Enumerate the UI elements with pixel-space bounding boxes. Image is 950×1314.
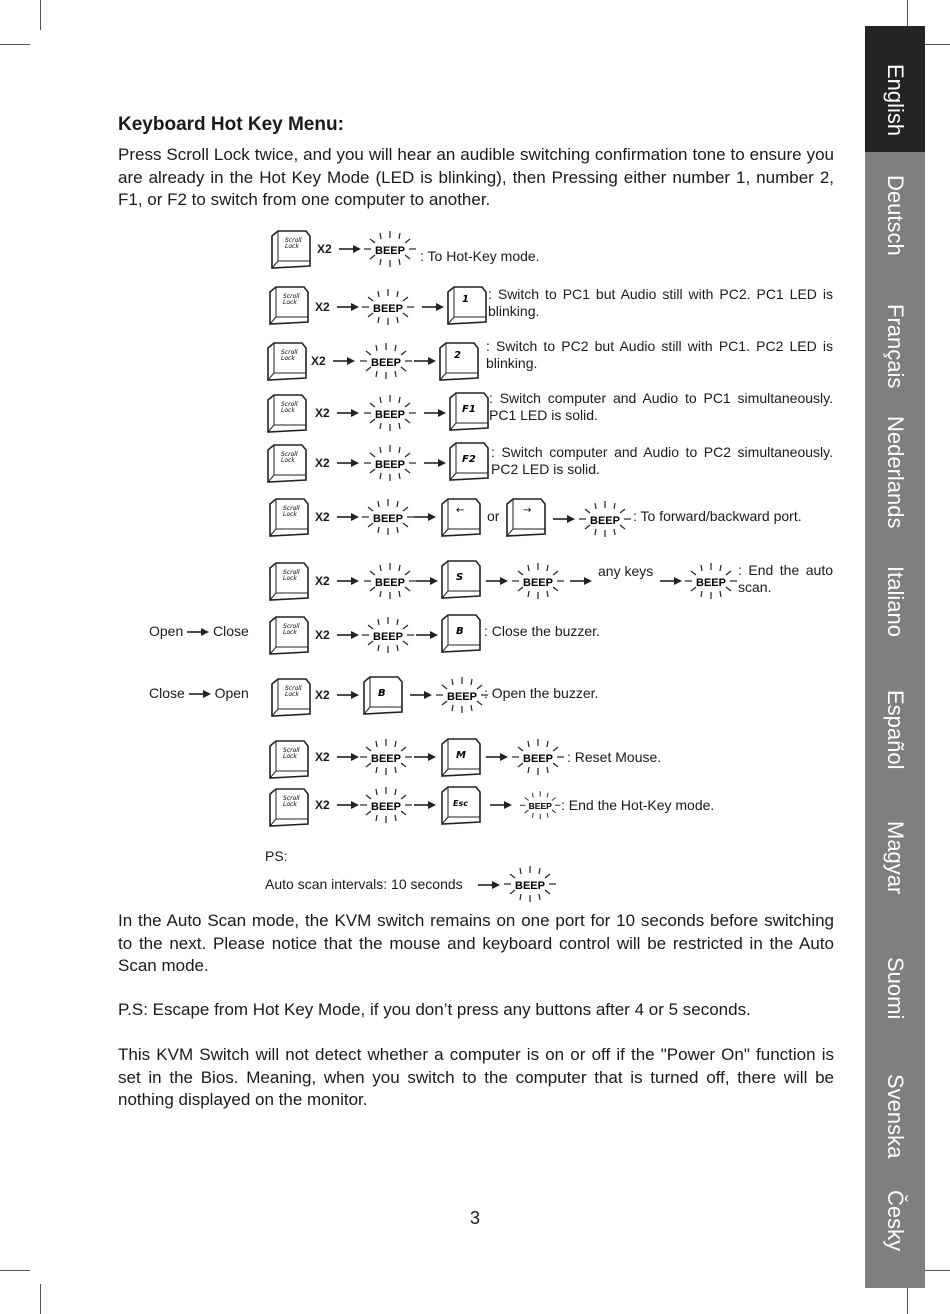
- svg-text:BEEP: BEEP: [523, 753, 553, 765]
- scroll-lock-key: [268, 286, 312, 328]
- svg-text:BEEP: BEEP: [515, 880, 545, 892]
- svg-text:Lock: Lock: [285, 691, 299, 698]
- svg-text:Scroll: Scroll: [281, 349, 298, 356]
- hotkey-row-f1: [0, 390, 860, 450]
- row-description: : Switch to PC1 but Audio still with PC2. PC1 LED is blinking.: [488, 286, 833, 319]
- hotkey-row-arrows: [0, 496, 860, 556]
- row-description: : End the auto scan.: [738, 562, 833, 595]
- intro-paragraph: Press Scroll Lock twice, and you will hear an audible switching confirmation tone to ensure you are already in the Hot Key Mode (LED is blinking), then Pressing either number 1, number 2, F1, or F2 to switch from one computer to another.: [118, 145, 834, 209]
- language-tab-espanol[interactable]: Español: [883, 690, 908, 770]
- escape-note-paragraph: P.S: Escape from Hot Key Mode, if you don’t press any buttons after 4 or 5 seconds.: [118, 1000, 751, 1019]
- key-esc: [440, 786, 484, 828]
- beep-icon: [362, 289, 416, 327]
- arrow-icon: [337, 690, 361, 700]
- arrow-icon: [490, 800, 514, 810]
- key-esc-label: Esc: [453, 799, 468, 808]
- arrow-icon: [660, 576, 684, 586]
- svg-text:BEEP: BEEP: [590, 515, 620, 527]
- arrow-icon: [337, 302, 361, 312]
- arrow-icon: [337, 458, 361, 468]
- svg-text:Scroll: Scroll: [283, 505, 300, 512]
- arrow-icon: [333, 356, 357, 366]
- crop-mark: [0, 1270, 30, 1271]
- svg-text:Scroll: Scroll: [285, 237, 302, 244]
- language-tab-italiano[interactable]: Italiano: [883, 566, 908, 637]
- power-on-paragraph: This KVM Switch will not detect whether a computer is on or off if the "Power On" function is set in the Bios. Meaning, when you switch to the computer that is turned off, there will be nothing displayed on the monitor.: [118, 1045, 834, 1109]
- hotkey-row-exit-mode: [0, 786, 860, 846]
- or-label: or: [487, 508, 500, 524]
- beep-icon: [504, 866, 558, 904]
- key-left-label: ←: [456, 505, 465, 516]
- row-description: : To forward/backward port.: [633, 508, 802, 524]
- key-s: [440, 560, 484, 602]
- svg-text:BEEP: BEEP: [447, 691, 477, 703]
- scroll-lock-key: [268, 788, 312, 830]
- scroll-lock-key: [266, 342, 310, 384]
- key-left-arrow: [440, 498, 484, 540]
- language-tab-english[interactable]: English: [883, 64, 908, 137]
- beep-icon: [685, 563, 739, 601]
- svg-text:Lock: Lock: [283, 629, 297, 636]
- svg-text:BEEP: BEEP: [371, 801, 401, 813]
- language-tab-svenska[interactable]: Svenska: [883, 1074, 908, 1159]
- arrow-icon: [337, 752, 361, 762]
- times-two-label: X2: [311, 354, 326, 368]
- hotkey-row-pc2: [0, 338, 860, 398]
- svg-text:Lock: Lock: [283, 801, 297, 808]
- ps-label: PS:: [265, 848, 288, 864]
- key-2-label: 2: [454, 350, 461, 361]
- svg-text:BEEP: BEEP: [375, 577, 405, 589]
- times-two-label: X2: [315, 406, 330, 420]
- beep-icon: [512, 739, 566, 777]
- times-two-label: X2: [315, 510, 330, 524]
- beep-icon: [364, 395, 418, 433]
- svg-text:Scroll: Scroll: [283, 747, 300, 754]
- svg-text:BEEP: BEEP: [528, 801, 552, 812]
- beep-icon: [436, 677, 490, 715]
- row-description: : Switch computer and Audio to PC1 simultaneously. PC1 LED is solid.: [489, 390, 833, 423]
- scroll-lock-key: [268, 616, 312, 658]
- key-f1: [448, 392, 492, 434]
- crop-mark: [40, 1284, 41, 1314]
- scroll-lock-key: [266, 394, 310, 436]
- beep-icon: [360, 739, 414, 777]
- row-description: : End the Hot-Key mode.: [561, 797, 715, 813]
- side-label: [149, 685, 249, 701]
- key-right-arrow: [505, 498, 549, 540]
- language-tab-cesky[interactable]: Česky: [883, 1190, 908, 1252]
- svg-text:Lock: Lock: [285, 243, 299, 250]
- scroll-lock-key: [266, 444, 310, 486]
- any-keys-label: any keys: [598, 563, 654, 579]
- svg-text:Scroll: Scroll: [285, 685, 302, 692]
- svg-text:Lock: Lock: [283, 575, 297, 582]
- arrow-icon: [410, 690, 434, 700]
- times-two-label: X2: [315, 300, 330, 314]
- key-b: [440, 614, 484, 656]
- side-label-to: Open: [214, 685, 249, 701]
- times-two-label: X2: [317, 242, 332, 256]
- svg-text:BEEP: BEEP: [523, 577, 553, 589]
- svg-text:Scroll: Scroll: [283, 623, 300, 630]
- svg-text:Lock: Lock: [281, 355, 295, 362]
- times-two-label: X2: [315, 750, 330, 764]
- hotkey-row-enter-mode: [0, 228, 860, 288]
- hotkey-row-close-buzzer: [0, 614, 860, 674]
- arrow-icon: [486, 576, 510, 586]
- crop-mark: [0, 44, 30, 45]
- key-2: [438, 342, 482, 384]
- key-f2-label: F2: [462, 454, 476, 465]
- key-b: [362, 676, 406, 718]
- svg-text:Lock: Lock: [283, 753, 297, 760]
- arrow-icon: [416, 576, 440, 586]
- svg-text:Scroll: Scroll: [281, 401, 298, 408]
- beep-icon: [364, 231, 418, 269]
- beep-icon: [364, 445, 418, 483]
- key-1-label: 1: [462, 294, 469, 305]
- svg-text:Lock: Lock: [281, 457, 295, 464]
- language-tab-deutsch[interactable]: Deutsch: [883, 175, 908, 256]
- crop-mark: [40, 0, 41, 30]
- svg-text:BEEP: BEEP: [373, 631, 403, 643]
- arrow-icon: [424, 408, 448, 418]
- svg-text:Scroll: Scroll: [283, 569, 300, 576]
- beep-icon: [360, 787, 414, 825]
- svg-text:Scroll: Scroll: [283, 293, 300, 300]
- arrow-icon: [337, 576, 361, 586]
- times-two-label: X2: [315, 628, 330, 642]
- arrow-icon: [553, 514, 577, 524]
- language-tab-magyar[interactable]: Magyar: [883, 821, 908, 895]
- svg-text:BEEP: BEEP: [375, 245, 405, 257]
- side-label-from: Open: [149, 623, 184, 639]
- key-m-label: M: [456, 750, 466, 761]
- svg-text:BEEP: BEEP: [696, 577, 726, 589]
- arrow-icon: [486, 752, 510, 762]
- hotkey-row-f2: [0, 442, 860, 502]
- times-two-label: X2: [315, 688, 330, 702]
- arrow-icon: [337, 630, 361, 640]
- times-two-label: X2: [315, 456, 330, 470]
- side-label: [149, 623, 249, 639]
- arrow-icon: [570, 576, 594, 586]
- key-m: [440, 738, 484, 780]
- language-tab-nederlands[interactable]: Nederlands: [883, 416, 908, 529]
- key-b-label: B: [378, 688, 386, 699]
- arrow-icon: [187, 627, 209, 637]
- arrow-icon: [478, 880, 502, 890]
- side-label-from: Close: [149, 685, 185, 701]
- svg-text:BEEP: BEEP: [371, 357, 401, 369]
- beep-icon: [360, 343, 414, 381]
- arrow-icon: [414, 512, 438, 522]
- scroll-lock-key: [268, 498, 312, 540]
- svg-text:BEEP: BEEP: [375, 409, 405, 421]
- arrow-icon: [189, 689, 211, 699]
- arrow-icon: [339, 244, 363, 254]
- key-f2: [448, 442, 492, 484]
- key-s-label: S: [456, 572, 464, 583]
- svg-text:Lock: Lock: [281, 407, 295, 414]
- arrow-icon: [414, 800, 438, 810]
- times-two-label: X2: [315, 798, 330, 812]
- page-title: Keyboard Hot Key Menu:: [118, 114, 344, 135]
- scroll-lock-key: [268, 562, 312, 604]
- scroll-lock-key: [270, 230, 314, 272]
- crop-mark: [907, 1284, 908, 1314]
- arrow-icon: [337, 512, 361, 522]
- beep-icon: [512, 563, 566, 601]
- svg-text:BEEP: BEEP: [373, 513, 403, 525]
- arrow-icon: [337, 408, 361, 418]
- arrow-icon: [337, 800, 361, 810]
- hotkey-row-auto-scan: [0, 560, 860, 620]
- row-description: : To Hot-Key mode.: [420, 248, 540, 264]
- beep-icon: [520, 791, 562, 821]
- scroll-lock-key: [268, 740, 312, 782]
- row-description: : Switch to PC2 but Audio still with PC1. PC2 LED is blinking.: [486, 338, 833, 371]
- row-description: : Switch computer and Audio to PC2 simultaneously. PC2 LED is solid.: [491, 444, 833, 477]
- arrow-icon: [416, 630, 440, 640]
- page-number: 3: [470, 1208, 481, 1228]
- arrow-icon: [424, 458, 448, 468]
- auto-scan-paragraph: In the Auto Scan mode, the KVM switch remains on one port for 10 seconds before switching to the next. Please notice that the mouse and keyboard control will be restricted in the Auto Scan mode.: [118, 911, 834, 975]
- language-tab-suomi[interactable]: Suomi: [883, 957, 908, 1020]
- arrow-icon: [414, 752, 438, 762]
- svg-text:Lock: Lock: [283, 511, 297, 518]
- ps-text: Auto scan intervals: 10 seconds: [265, 876, 463, 892]
- beep-icon: [362, 617, 416, 655]
- side-label-to: Close: [213, 623, 249, 639]
- key-1: [446, 286, 490, 328]
- arrow-icon: [414, 356, 438, 366]
- beep-icon: [364, 563, 418, 601]
- svg-text:Scroll: Scroll: [281, 451, 298, 458]
- language-tab-francais[interactable]: Français: [883, 304, 908, 389]
- row-description: : Reset Mouse.: [567, 749, 662, 765]
- beep-icon: [362, 499, 416, 537]
- key-f1-label: F1: [462, 404, 476, 415]
- scroll-lock-key: [270, 678, 314, 720]
- svg-text:Scroll: Scroll: [283, 795, 300, 802]
- hotkey-row-pc1: [0, 284, 860, 344]
- row-description: : Open the buzzer.: [484, 685, 599, 701]
- row-description: : Close the buzzer.: [484, 623, 600, 639]
- key-right-label: →: [523, 505, 532, 516]
- times-two-label: X2: [315, 574, 330, 588]
- svg-text:Lock: Lock: [283, 299, 297, 306]
- key-b-label: B: [456, 626, 464, 637]
- svg-text:BEEP: BEEP: [373, 303, 403, 315]
- svg-text:BEEP: BEEP: [371, 753, 401, 765]
- beep-icon: [579, 501, 633, 539]
- arrow-icon: [422, 302, 446, 312]
- hotkey-row-open-buzzer: [0, 676, 860, 736]
- svg-text:BEEP: BEEP: [375, 459, 405, 471]
